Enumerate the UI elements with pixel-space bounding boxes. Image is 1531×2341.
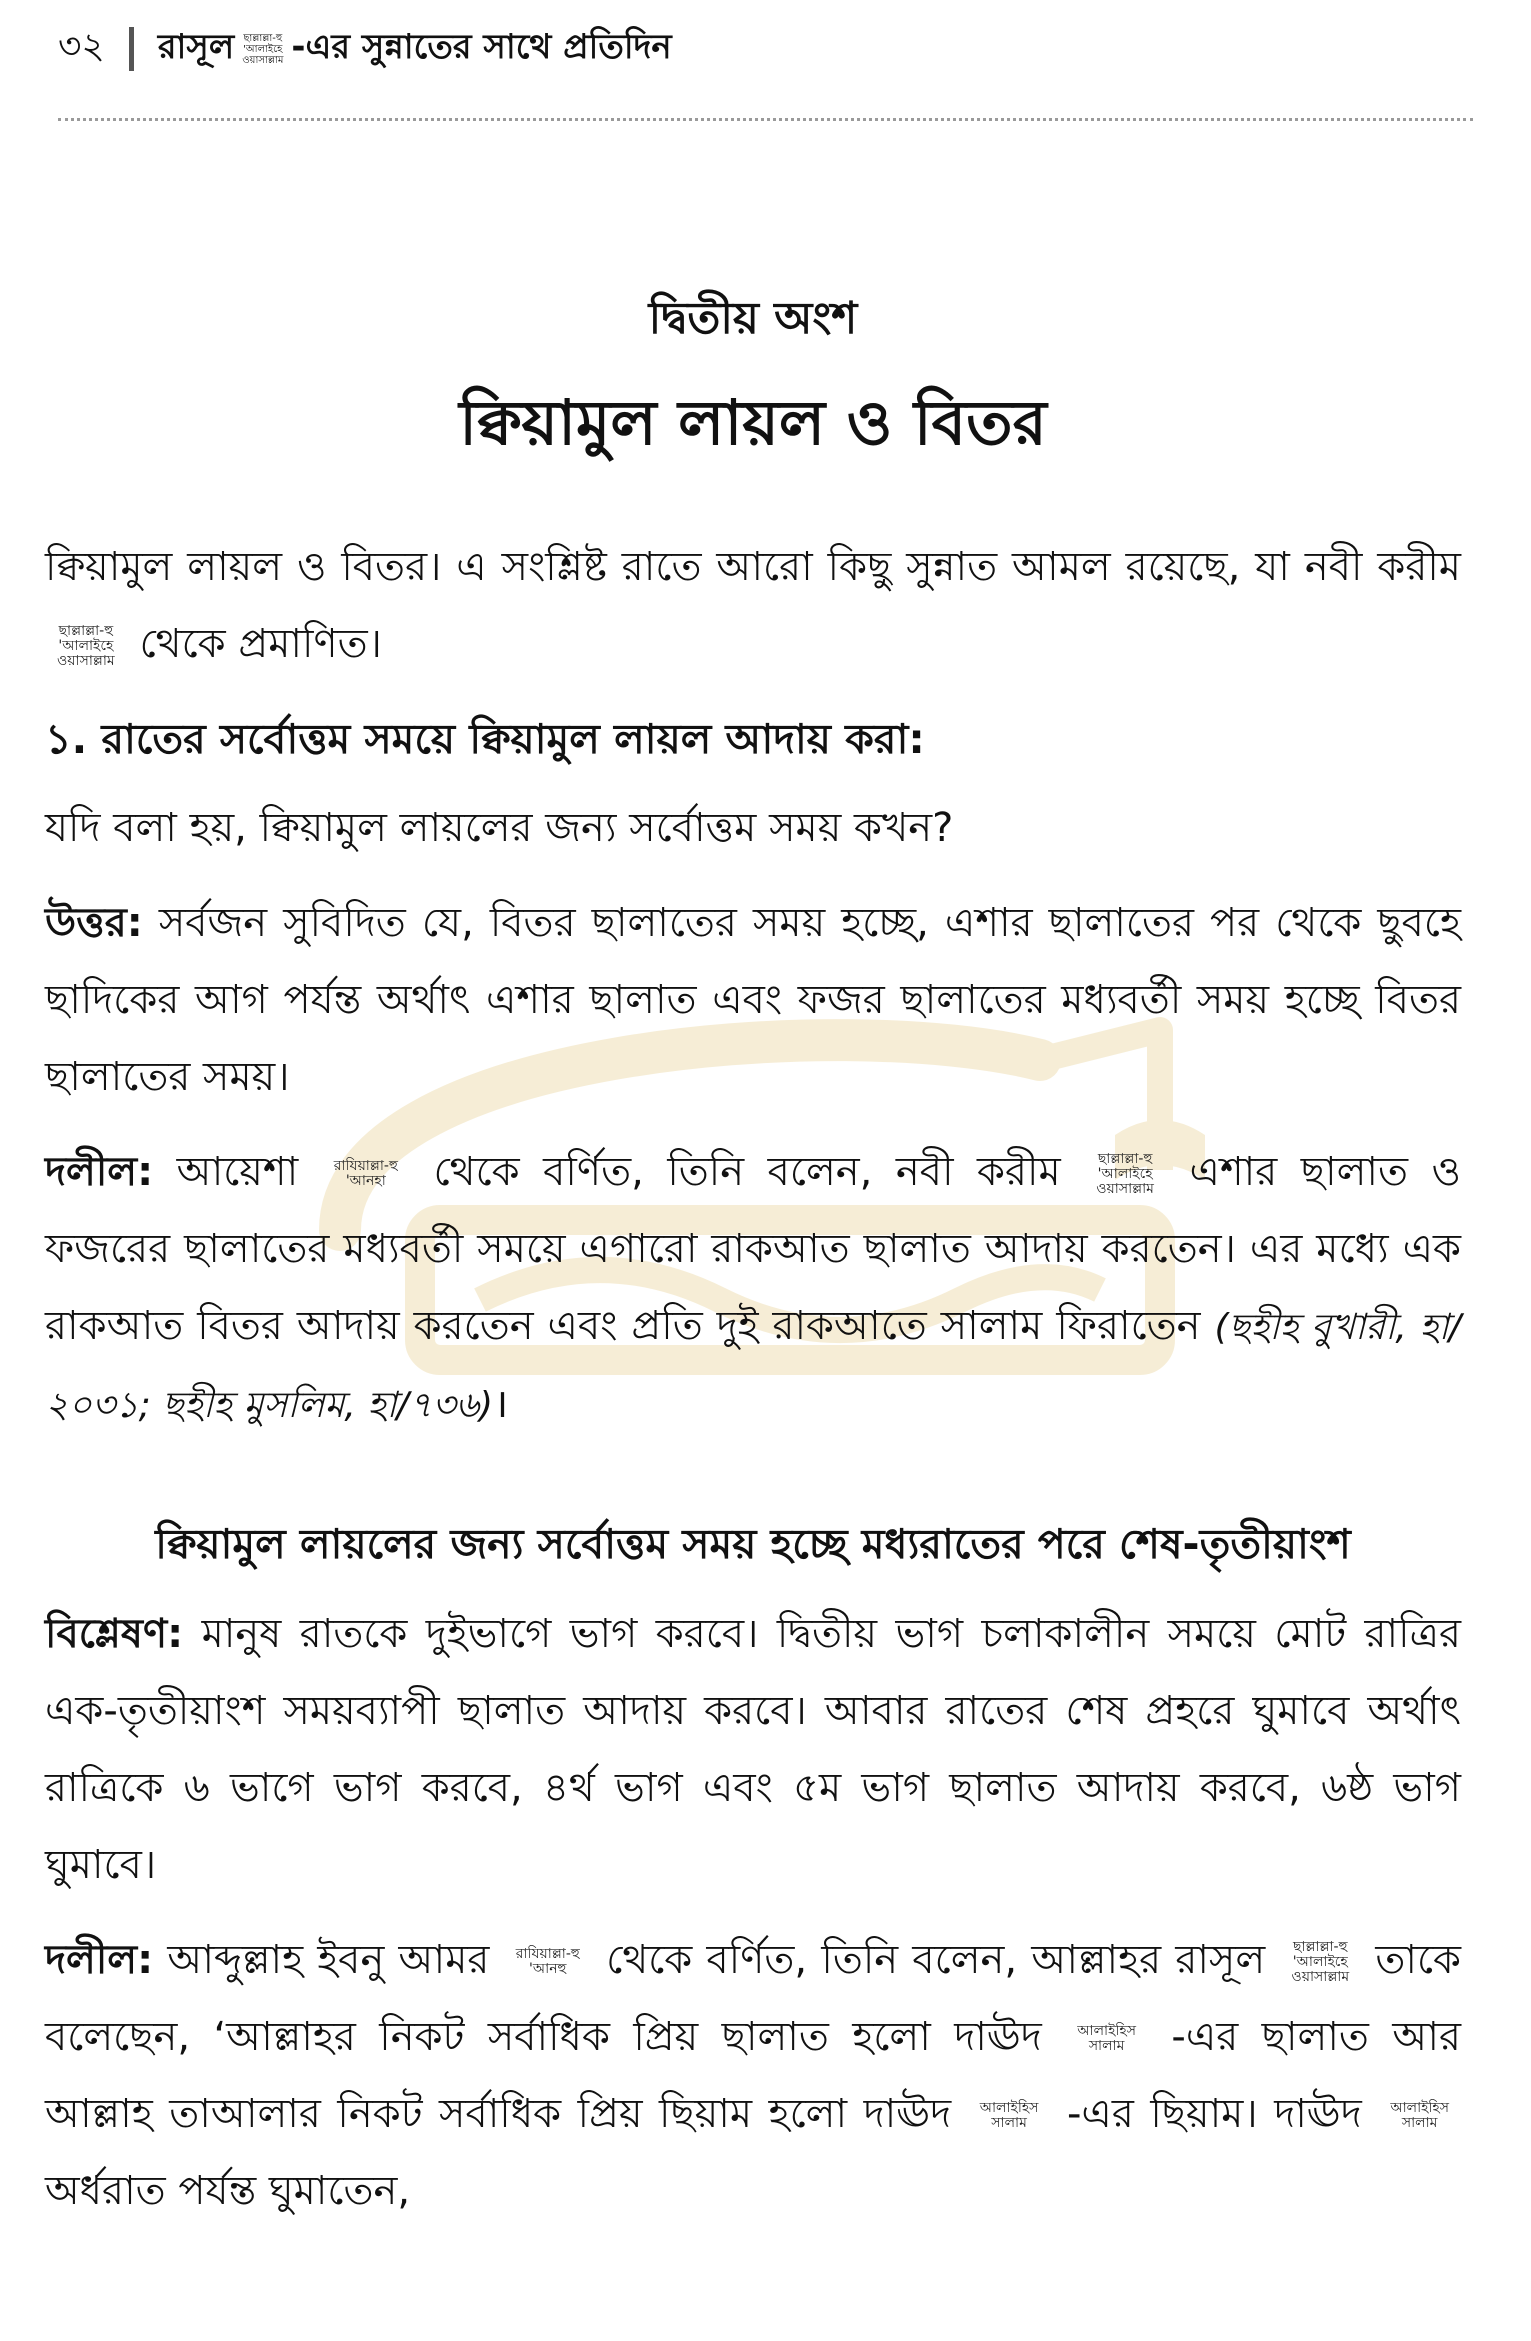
hadith-reference: (ছহীহ বুখারী, হা/২০৩১; ছহীহ মুসলিম, হা/৭৩৬): [45, 1307, 1461, 1426]
question-paragraph: যদি বলা হয়, ক্বিয়ামুল লায়লের জন্য সর্বোত্তম সময় কখন?: [45, 805, 954, 851]
book-title: [158, 21, 672, 78]
evidence-paragraph-2: দলীল: আব্দুল্লাহ ইবনু আমর রাযিয়াল্লা-হু 'আনহু থেকে বর্ণিত, তিনি বলেন, আল্লাহর রাসূল ছাল্লাল্লা-হু 'আলাইহে ওয়াসাল্লাম তাকে বলেছেন, ‘আল্লাহর নিকট সর্বাধিক প্রিয় ছালাত হলো দাঊদ আলাইহিস সালাম -এর ছালাত আর আল্লাহ তাআলার নিকট সর্বাধিক প্রিয় ছিয়াম হলো দাঊদ আলাইহিস সালাম -এর ছিয়াম। দাঊদ আলাইহিস সালাম অর্ধরাত পর্যন্ত ঘুমাতেন,: [45, 1937, 1462, 2214]
intro-paragraph: ক্বিয়ামুল লায়ল ও বিতর। এ সংশ্লিষ্ট রাতে আরো কিছু সুন্নাত আমল রয়েছে, যা নবী করীম ছাল্লাল্লা-হু 'আলাইহে ওয়াসাল্লাম থেকে প্রমাণিত।: [45, 544, 1461, 669]
part-title: দ্বিতীয় অংশ: [648, 293, 858, 344]
header-separator: [129, 27, 134, 71]
subheading: ক্বিয়ামুল লায়লের জন্য সর্বোত্তম সময় হচ্ছে মধ্যরাতের পরে শেষ-তৃতীয়াংশ: [155, 1520, 1351, 1568]
evidence-paragraph: দলীল: আয়েশা রাযিয়াল্লা-হু 'আনহা থেকে বর্ণিত, তিনি বলেন, নবী করীম ছাল্লাল্লা-হু 'আলাইহে ওয়াসাল্লাম এশার ছালাত ও ফজরের ছালাতের মধ্যবর্তী সময়ে এগারো রাকআত ছালাত আদায় করতেন। এর মধ্যে এক রাকআত বিতর আদায় করতেন এবং প্রতি দুই রাকআতে সালাম ফিরাতেন (ছহীহ বুখারী, হা/২০৩১; ছহীহ মুসলিম, হা/৭৩৬)।: [45, 1149, 1461, 1427]
header-divider: [58, 118, 1473, 121]
honorific-calligraphy-icon: ছাল্লাল্লা-হু 'আলাইহে ওয়াসাল্লাম: [242, 32, 284, 66]
book-title-start: রাসূল: [157, 26, 235, 67]
page-number: ৩২: [58, 26, 105, 67]
honorific-calligraphy-icon: আলাইহিস সালাম: [979, 2100, 1039, 2131]
honorific-calligraphy-icon: ছাল্লাল্লা-হু 'আলাইহে ওয়াসাল্লাম: [1096, 1150, 1154, 1197]
book-title-end: -এর সুন্নাতের সাথে প্রতিদিন: [291, 26, 672, 67]
honorific-calligraphy-icon: রাযিয়াল্লা-হু 'আনহা: [333, 1158, 398, 1189]
honorific-calligraphy-icon: রাযিয়াল্লা-হু 'আনহু: [515, 1946, 580, 1977]
analysis-paragraph: বিশ্লেষণ: মানুষ রাতকে দুইভাগে ভাগ করবে। দ্বিতীয় ভাগ চলাকালীন সময়ে মোট রাত্রির এক-তৃতীয়াংশ সময়ব্যাপী ছালাত আদায় করবে। আবার রাতের শেষ প্রহরে ঘুমাবে অর্থাৎ রাত্রিকে ৬ ভাগে ভাগ করবে, ৪র্থ ভাগ এবং ৫ম ভাগ ছালাত আদায় করবে, ৬ষ্ঠ ভাগ ঘুমাবে।: [45, 1611, 1461, 1888]
analysis-label: বিশ্লেষণ:: [45, 1611, 184, 1657]
chapter-title: ক্বিয়ামুল লায়ল ও বিতর: [459, 386, 1047, 459]
answer-paragraph: উত্তর: সর্বজন সুবিদিত যে, বিতর ছালাতের সময় হচ্ছে, এশার ছালাতের পর থেকে ছুবহে ছাদিকের আগ পর্যন্ত অর্থাৎ এশার ছালাত এবং ফজর ছালাতের মধ্যবর্তী সময় হচ্ছে বিতর ছালাতের সময়।: [45, 900, 1462, 1100]
running-header: [58, 18, 1473, 80]
honorific-calligraphy-icon: ছাল্লাল্লা-হু 'আলাইহে ওয়াসাল্লাম: [57, 622, 115, 669]
evidence-label: দলীল:: [45, 1937, 154, 1983]
section-heading: ১. রাতের সর্বোত্তম সময়ে ক্বিয়ামুল লায়ল আদায় করা:: [45, 715, 925, 763]
honorific-calligraphy-icon: ছাল্লাল্লা-হু 'আলাইহে ওয়াসাল্লাম: [1291, 1938, 1350, 1985]
page-body: [45, 285, 1461, 2248]
honorific-calligraphy-icon: আলাইহিস সালাম: [1390, 2100, 1450, 2131]
evidence-label: দলীল:: [45, 1149, 154, 1195]
answer-label: উত্তর:: [45, 900, 143, 946]
honorific-calligraphy-icon: আলাইহিস সালাম: [1077, 2023, 1136, 2054]
